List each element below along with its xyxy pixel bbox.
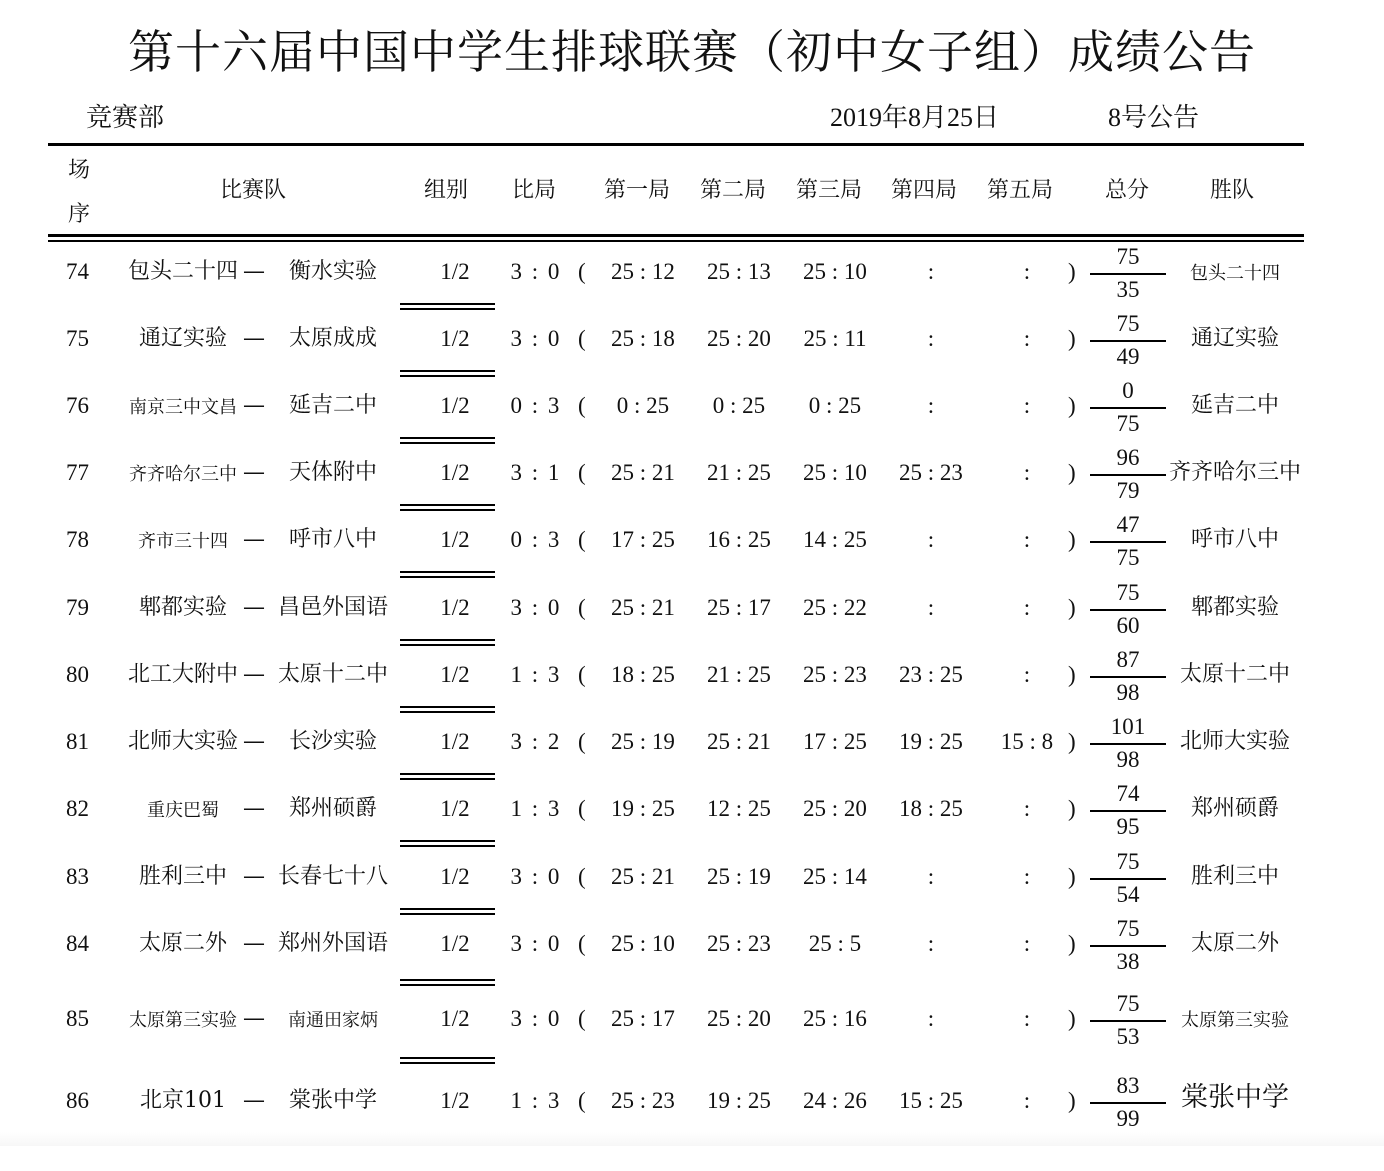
header-set3: 第三局 [796, 178, 863, 203]
open-bracket: ( [578, 864, 586, 889]
top-rule [48, 143, 1304, 146]
header-total: 总分 [1105, 178, 1150, 203]
away-team: 郑州外国语 [277, 931, 388, 956]
set-5-score: : [1023, 864, 1031, 889]
open-bracket: ( [578, 1006, 586, 1031]
group-double-underline [400, 370, 495, 378]
set-4-score: 25 : 23 [899, 460, 963, 485]
group-value: 1/2 [440, 1006, 470, 1031]
group-value: 1/2 [440, 595, 470, 620]
total-home-points: 101 [1110, 714, 1146, 739]
open-bracket: ( [578, 259, 586, 284]
match-result: 3 : 0 [510, 931, 562, 956]
match-seq: 79 [66, 595, 89, 620]
group-double-underline [400, 437, 495, 445]
winner-team: 包头二十四 [1190, 263, 1280, 284]
total-away-points: 60 [1116, 613, 1140, 638]
set-3-score: 25 : 14 [803, 864, 867, 889]
match-result: 0 : 3 [510, 527, 562, 552]
home-team: 北工大附中 [127, 662, 238, 687]
match-seq: 83 [66, 864, 89, 889]
match-result: 1 : 3 [510, 662, 562, 687]
group-value: 1/2 [440, 729, 470, 754]
versus-dash: — [243, 527, 265, 552]
group-value: 1/2 [440, 326, 470, 351]
close-bracket: ) [1068, 1006, 1076, 1031]
match-result: 3 : 0 [510, 326, 562, 351]
total-away-points: 53 [1116, 1024, 1140, 1049]
set-5-score: : [1023, 326, 1031, 351]
total-home-points: 83 [1116, 1073, 1140, 1098]
set-5-score: : [1023, 1088, 1031, 1113]
set-2-score: 21 : 25 [707, 460, 771, 485]
close-bracket: ) [1068, 527, 1076, 552]
close-bracket: ) [1068, 460, 1076, 485]
winner-team: 北师大实验 [1179, 729, 1290, 754]
total-home-points: 75 [1116, 849, 1140, 874]
home-team: 南京三中文昌 [129, 397, 237, 418]
home-team: 北京101 [140, 1088, 226, 1113]
match-seq: 86 [66, 1088, 89, 1113]
versus-dash: — [243, 1088, 265, 1113]
set-4-score: 23 : 25 [899, 662, 963, 687]
total-home-points: 75 [1116, 916, 1140, 941]
versus-dash: — [243, 259, 265, 284]
set-1-score: 25 : 21 [611, 460, 675, 485]
set-1-score: 0 : 25 [616, 393, 670, 418]
open-bracket: ( [578, 326, 586, 351]
total-away-points: 98 [1116, 680, 1140, 705]
header-winner: 胜队 [1210, 178, 1255, 203]
group-double-underline [400, 979, 495, 987]
set-5-score: : [1023, 796, 1031, 821]
home-team: 通辽实验 [138, 326, 227, 351]
winner-team: 棠张中学 [1181, 1082, 1289, 1113]
group-value: 1/2 [440, 259, 470, 284]
winner-team: 太原二外 [1190, 931, 1279, 956]
home-team: 北师大实验 [127, 729, 238, 754]
set-4-score: 18 : 25 [899, 796, 963, 821]
total-away-points: 98 [1116, 747, 1140, 772]
group-value: 1/2 [440, 796, 470, 821]
home-team: 太原第三实验 [129, 1010, 237, 1031]
away-team: 长春七十八 [277, 864, 388, 889]
open-bracket: ( [578, 796, 586, 821]
set-2-score: 25 : 17 [707, 595, 771, 620]
versus-dash: — [243, 1006, 265, 1031]
set-3-score: 25 : 20 [803, 796, 867, 821]
close-bracket: ) [1068, 1088, 1076, 1113]
page-bottom-edge [0, 1132, 1384, 1146]
total-away-points: 75 [1116, 545, 1140, 570]
winner-team: 郫都实验 [1190, 595, 1279, 620]
set-2-score: 25 : 19 [707, 864, 771, 889]
set-4-score: : [927, 595, 935, 620]
total-home-points: 0 [1122, 378, 1134, 403]
total-home-points: 75 [1116, 244, 1140, 269]
group-value: 1/2 [440, 393, 470, 418]
winner-team: 太原十二中 [1179, 662, 1290, 687]
set-2-score: 21 : 25 [707, 662, 771, 687]
set-1-score: 25 : 19 [611, 729, 675, 754]
open-bracket: ( [578, 1088, 586, 1113]
set-3-score: 14 : 25 [803, 527, 867, 552]
home-team: 重庆巴蜀 [147, 800, 219, 821]
group-value: 1/2 [440, 931, 470, 956]
set-5-score: : [1023, 259, 1031, 284]
header-group: 组别 [424, 178, 469, 203]
home-team: 太原二外 [138, 931, 227, 956]
open-bracket: ( [578, 931, 586, 956]
close-bracket: ) [1068, 729, 1076, 754]
set-3-score: 25 : 16 [803, 1006, 867, 1031]
set-3-score: 25 : 5 [808, 931, 862, 956]
total-away-points: 75 [1116, 411, 1140, 436]
match-seq: 74 [66, 259, 89, 284]
set-4-score: : [927, 259, 935, 284]
notice-number: 8号公告 [1108, 103, 1200, 132]
match-seq: 85 [66, 1006, 89, 1031]
total-away-points: 99 [1116, 1106, 1140, 1131]
set-5-score: : [1023, 595, 1031, 620]
group-value: 1/2 [440, 662, 470, 687]
set-4-score: 19 : 25 [899, 729, 963, 754]
match-seq: 75 [66, 326, 89, 351]
set-2-score: 19 : 25 [707, 1088, 771, 1113]
winner-team: 呼市八中 [1190, 527, 1279, 552]
set-1-score: 18 : 25 [611, 662, 675, 687]
group-double-underline [400, 840, 495, 848]
header-seq-top: 场 [68, 158, 91, 183]
group-double-underline [400, 639, 495, 647]
set-1-score: 25 : 12 [611, 259, 675, 284]
away-team: 衡水实验 [288, 259, 377, 284]
match-seq: 82 [66, 796, 89, 821]
set-2-score: 0 : 25 [712, 393, 766, 418]
versus-dash: — [243, 393, 265, 418]
winner-team: 胜利三中 [1190, 864, 1279, 889]
set-1-score: 25 : 10 [611, 931, 675, 956]
close-bracket: ) [1068, 326, 1076, 351]
group-double-underline [400, 908, 495, 916]
header-result: 比局 [512, 178, 557, 203]
header-set5: 第五局 [987, 178, 1054, 203]
total-away-points: 54 [1116, 882, 1140, 907]
group-double-underline [400, 773, 495, 781]
group-value: 1/2 [440, 1088, 470, 1113]
group-value: 1/2 [440, 460, 470, 485]
set-5-score: : [1023, 527, 1031, 552]
match-result: 3 : 0 [510, 595, 562, 620]
open-bracket: ( [578, 393, 586, 418]
header-double-rule-top [48, 234, 1304, 237]
header-set2: 第二局 [700, 178, 767, 203]
set-5-score: : [1023, 931, 1031, 956]
versus-dash: — [243, 595, 265, 620]
set-3-score: 25 : 23 [803, 662, 867, 687]
close-bracket: ) [1068, 595, 1076, 620]
match-seq: 77 [66, 460, 89, 485]
close-bracket: ) [1068, 931, 1076, 956]
set-4-score: : [927, 1006, 935, 1031]
total-away-points: 95 [1116, 814, 1140, 839]
set-1-score: 25 : 18 [611, 326, 675, 351]
match-seq: 76 [66, 393, 89, 418]
set-4-score: : [927, 393, 935, 418]
match-result: 3 : 2 [510, 729, 562, 754]
set-3-score: 25 : 10 [803, 460, 867, 485]
versus-dash: — [243, 864, 265, 889]
group-value: 1/2 [440, 527, 470, 552]
set-5-score: : [1023, 460, 1031, 485]
open-bracket: ( [578, 662, 586, 687]
away-team: 南通田家炳 [288, 1010, 378, 1031]
away-team: 太原成成 [288, 326, 377, 351]
close-bracket: ) [1068, 864, 1076, 889]
total-home-points: 47 [1116, 512, 1140, 537]
close-bracket: ) [1068, 259, 1076, 284]
total-away-points: 79 [1116, 478, 1140, 503]
total-away-points: 35 [1116, 277, 1140, 302]
group-double-underline [400, 706, 495, 714]
set-5-score: 15 : 8 [1000, 729, 1054, 754]
total-home-points: 74 [1116, 781, 1140, 806]
match-result: 3 : 1 [510, 460, 562, 485]
away-team: 棠张中学 [288, 1088, 377, 1113]
group-double-underline [400, 303, 495, 311]
home-team: 齐齐哈尔三中 [129, 464, 237, 485]
set-1-score: 17 : 25 [611, 527, 675, 552]
set-4-score: : [927, 931, 935, 956]
total-home-points: 96 [1116, 445, 1140, 470]
set-4-score: : [927, 527, 935, 552]
set-1-score: 19 : 25 [611, 796, 675, 821]
match-seq: 80 [66, 662, 89, 687]
total-home-points: 87 [1116, 647, 1140, 672]
versus-dash: — [243, 460, 265, 485]
set-1-score: 25 : 21 [611, 595, 675, 620]
match-result: 3 : 0 [510, 1006, 562, 1031]
group-double-underline [400, 1057, 495, 1065]
table-row [0, 991, 1384, 1089]
total-home-points: 75 [1116, 991, 1140, 1016]
header-set1: 第一局 [604, 178, 671, 203]
set-1-score: 25 : 21 [611, 864, 675, 889]
match-result: 1 : 3 [510, 796, 562, 821]
open-bracket: ( [578, 729, 586, 754]
versus-dash: — [243, 729, 265, 754]
match-result: 3 : 0 [510, 864, 562, 889]
set-2-score: 25 : 23 [707, 931, 771, 956]
match-seq: 81 [66, 729, 89, 754]
home-team: 郫都实验 [138, 595, 227, 620]
set-3-score: 25 : 10 [803, 259, 867, 284]
total-away-points: 49 [1116, 344, 1140, 369]
set-4-score: : [927, 864, 935, 889]
away-team: 呼市八中 [288, 527, 377, 552]
home-team: 齐市三十四 [138, 531, 228, 552]
home-team: 胜利三中 [138, 864, 227, 889]
match-result: 3 : 0 [510, 259, 562, 284]
versus-dash: — [243, 326, 265, 351]
total-home-points: 75 [1116, 311, 1140, 336]
winner-team: 郑州硕爵 [1190, 796, 1279, 821]
set-2-score: 25 : 20 [707, 326, 771, 351]
set-5-score: : [1023, 393, 1031, 418]
set-2-score: 12 : 25 [707, 796, 771, 821]
open-bracket: ( [578, 527, 586, 552]
set-2-score: 25 : 13 [707, 259, 771, 284]
set-2-score: 25 : 21 [707, 729, 771, 754]
document-title: 第十六届中国中学生排球联赛（初中女子组）成绩公告 [128, 25, 1256, 79]
announcement-date: 2019年8月25日 [830, 103, 1000, 132]
away-team: 延吉二中 [288, 393, 377, 418]
home-team: 包头二十四 [127, 259, 238, 284]
versus-dash: — [243, 796, 265, 821]
close-bracket: ) [1068, 662, 1076, 687]
match-seq: 84 [66, 931, 89, 956]
set-2-score: 25 : 20 [707, 1006, 771, 1031]
set-5-score: : [1023, 1006, 1031, 1031]
winner-team: 延吉二中 [1190, 393, 1279, 418]
header-set4: 第四局 [891, 178, 958, 203]
total-home-points: 75 [1116, 580, 1140, 605]
set-1-score: 25 : 23 [611, 1088, 675, 1113]
department-label: 竞赛部 [86, 103, 165, 133]
away-team: 郑州硕爵 [288, 796, 377, 821]
set-1-score: 25 : 17 [611, 1006, 675, 1031]
group-double-underline [400, 571, 495, 579]
table-row [0, 916, 1384, 1014]
total-away-points: 38 [1116, 949, 1140, 974]
set-4-score: : [927, 326, 935, 351]
header-teams: 比赛队 [220, 178, 287, 203]
group-value: 1/2 [440, 864, 470, 889]
open-bracket: ( [578, 460, 586, 485]
set-3-score: 17 : 25 [803, 729, 867, 754]
match-seq: 78 [66, 527, 89, 552]
set-5-score: : [1023, 662, 1031, 687]
away-team: 天体附中 [288, 460, 377, 485]
away-team: 昌邑外国语 [277, 595, 388, 620]
away-team: 长沙实验 [288, 729, 377, 754]
open-bracket: ( [578, 595, 586, 620]
match-result: 0 : 3 [510, 393, 562, 418]
close-bracket: ) [1068, 393, 1076, 418]
set-3-score: 25 : 22 [803, 595, 867, 620]
set-3-score: 25 : 11 [803, 326, 867, 351]
winner-team: 太原第三实验 [1181, 1010, 1289, 1031]
set-2-score: 16 : 25 [707, 527, 771, 552]
winner-team: 齐齐哈尔三中 [1168, 460, 1301, 485]
set-3-score: 24 : 26 [803, 1088, 867, 1113]
set-3-score: 0 : 25 [808, 393, 862, 418]
set-4-score: 15 : 25 [899, 1088, 963, 1113]
versus-dash: — [243, 662, 265, 687]
close-bracket: ) [1068, 796, 1076, 821]
header-seq-bottom: 序 [68, 202, 91, 227]
away-team: 太原十二中 [277, 662, 388, 687]
group-double-underline [400, 504, 495, 512]
winner-team: 通辽实验 [1190, 326, 1279, 351]
match-result: 1 : 3 [510, 1088, 562, 1113]
versus-dash: — [243, 931, 265, 956]
